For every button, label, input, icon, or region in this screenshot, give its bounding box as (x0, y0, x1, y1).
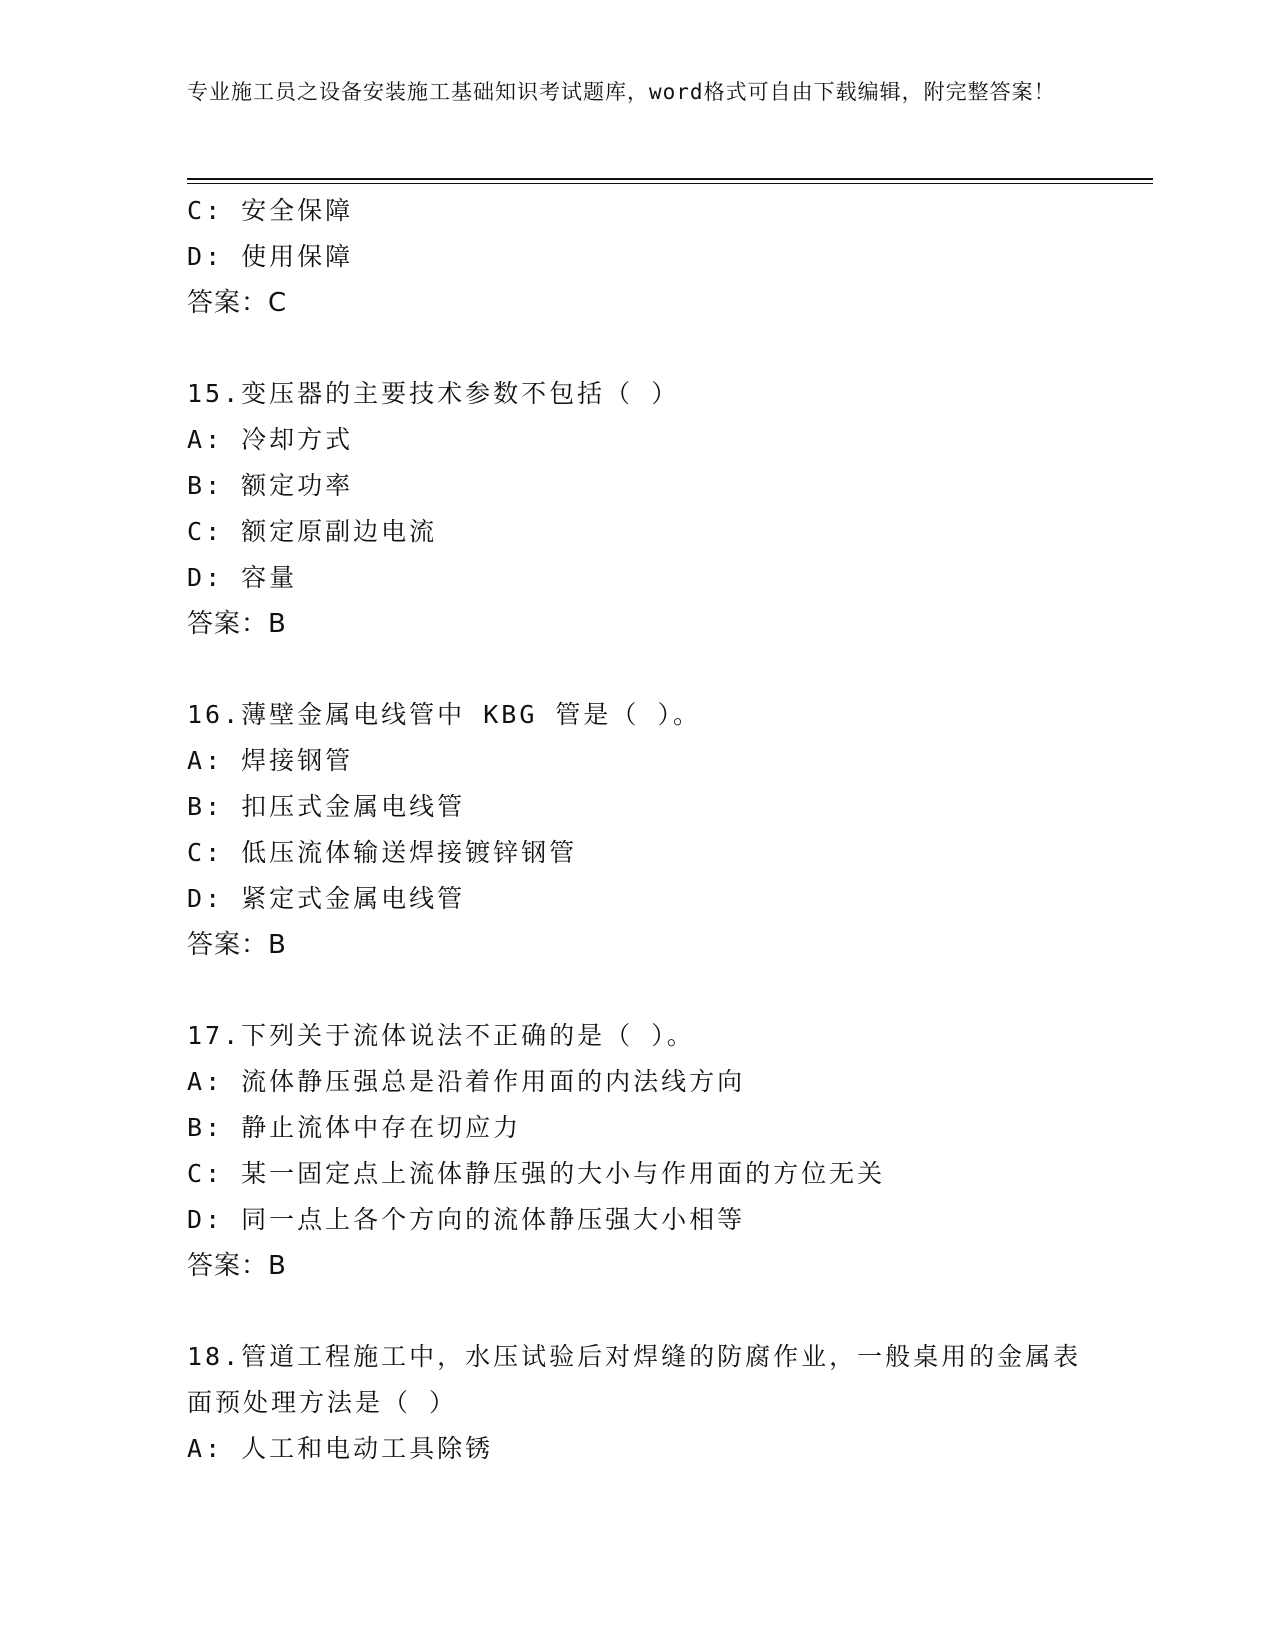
document-header: 专业施工员之设备安装施工基础知识考试题库，word格式可自由下载编辑，附完整答案！ (187, 80, 1056, 104)
question-stem: 15.变压器的主要技术参数不包括（ ） (187, 379, 680, 408)
question-stem: 17.下列关于流体说法不正确的是（ ）。 (187, 1021, 695, 1050)
option-c: C: 额定原副边电流 (187, 517, 438, 546)
question-stem: 16.薄壁金属电线管中 KBG 管是（ ）。 (187, 700, 701, 729)
answer-line: 答案：B (187, 930, 287, 960)
option-c: C: 安全保障 (187, 196, 354, 225)
spacer (187, 326, 1087, 371)
spacer (187, 647, 1087, 692)
option-a: A: 冷却方式 (187, 425, 354, 454)
spacer (187, 1289, 1087, 1334)
option-d: D: 紧定式金属电线管 (187, 884, 466, 913)
question-partial (187, 188, 1087, 326)
spacer (187, 968, 1087, 1013)
option-b: B: 静止流体中存在切应力 (187, 1113, 522, 1142)
option-a: A: 焊接钢管 (187, 746, 354, 775)
answer-line: 答案：B (187, 609, 287, 639)
header-divider-thick (187, 178, 1153, 180)
option-d: D: 容量 (187, 563, 298, 592)
option-d: D: 使用保障 (187, 242, 354, 271)
question-15 (187, 371, 1087, 647)
answer-line: 答案：B (187, 1251, 287, 1281)
option-d: D: 同一点上各个方向的流体静压强大小相等 (187, 1205, 746, 1234)
answer-line: 答案：C (187, 288, 288, 318)
option-b: B: 额定功率 (187, 471, 354, 500)
header-divider-thin (187, 183, 1153, 184)
question-stem: 18.管道工程施工中，水压试验后对焊缝的防腐作业，一般桌用的金属表面预处理方法是（ ） (187, 1342, 1082, 1417)
option-b: B: 扣压式金属电线管 (187, 792, 466, 821)
question-17 (187, 1013, 1087, 1289)
option-c: C: 低压流体输送焊接镀锌钢管 (187, 838, 578, 867)
option-a: A: 流体静压强总是沿着作用面的内法线方向 (187, 1067, 746, 1096)
option-c: C: 某一固定点上流体静压强的大小与作用面的方位无关 (187, 1159, 886, 1188)
option-a: A: 人工和电动工具除锈 (187, 1434, 494, 1463)
question-list (187, 188, 1087, 1472)
question-18 (187, 1334, 1087, 1472)
question-16 (187, 692, 1087, 968)
